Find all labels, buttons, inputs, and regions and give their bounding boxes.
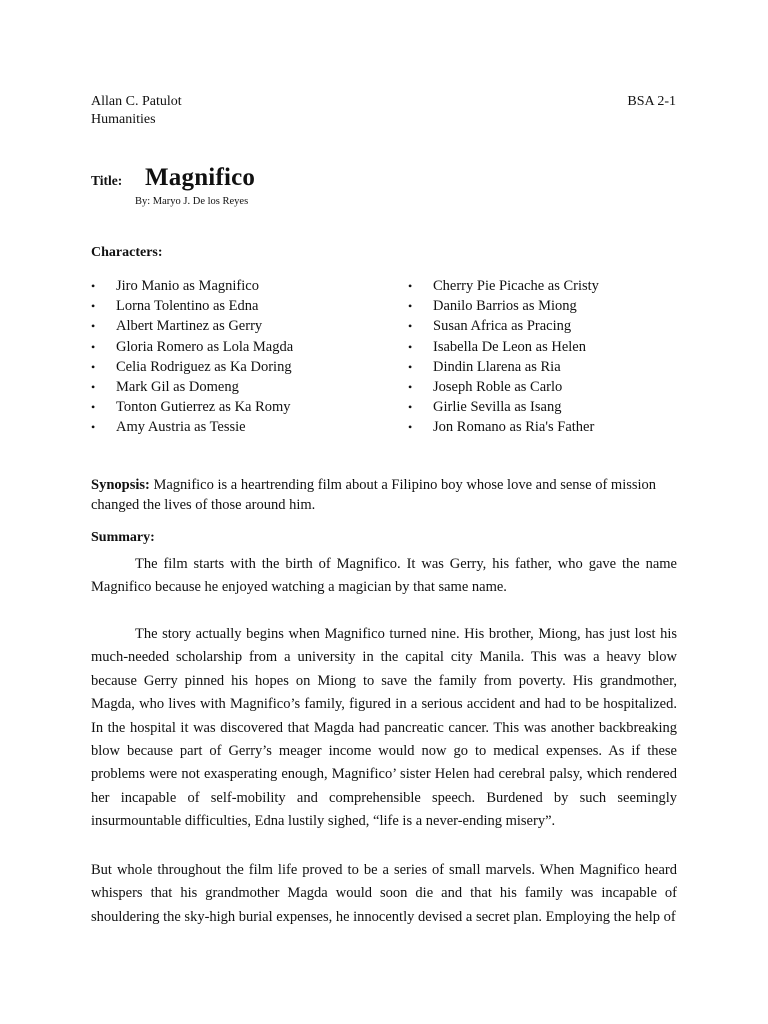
- bullet-icon: •: [91, 319, 96, 334]
- cast-list-item: [408, 276, 599, 296]
- cast-list-item: [408, 377, 599, 397]
- cast-member: Celia Rodriguez as Ka Doring: [116, 358, 292, 375]
- synopsis-text: Magnifico is a heartrending film about a Filipino boy whose love and sense of mission changed the lives of those around him.: [91, 477, 657, 513]
- cast-member: Joseph Roble as Carlo: [433, 378, 563, 395]
- cast-list-right: [408, 276, 599, 438]
- cast-list-left: [91, 276, 293, 438]
- bullet-icon: •: [91, 400, 96, 415]
- bullet-icon: •: [91, 379, 96, 394]
- summary-paragraph-2: The story actually begins when Magnifico turned nine. His brother, Miong, has just lost his much-needed scholarship from a university in the capital city Manila. This was a heavy blow because Gerry pinned his hopes on Miong to save the family from poverty. His grandmother, Magda, who lives with Magnifico’s family, figured in a serious accident and had to be hospitalized. In the hospital it was discovered that Magda had pancreatic cancer. This was another backbreaking blow because part of Gerry’s meager income would now go to medical expenses. As if these problems were not exasperating enough, Magnifico’ sister Helen had cerebral palsy, which rendered her incapable of self-mobility and comprehensible speech. Burdened by such seemingly insurmountable difficulties, Edna lustily sighed, “life is a never-ending misery”.: [91, 626, 677, 830]
- summary-paragraph-1: The film starts with the birth of Magnifico. It was Gerry, his father, who gave the name Magnifico because he enjoyed watching a magician by that same name.: [91, 556, 677, 596]
- cast-member: Susan Africa as Pracing: [433, 318, 572, 335]
- cast-list-item: [408, 397, 599, 417]
- bullet-icon: •: [91, 279, 96, 293]
- header-left: [91, 93, 182, 129]
- cast-list-item: [408, 316, 599, 336]
- cast-list-item: [91, 377, 293, 397]
- film-title: Magnifico: [145, 164, 256, 191]
- summary-heading: Summary:: [91, 530, 155, 545]
- cast-list-item: [91, 316, 293, 336]
- bullet-icon: •: [91, 299, 96, 314]
- cast-list-item: [408, 357, 599, 377]
- cast-list-item: [91, 357, 293, 377]
- characters-heading: Characters:: [91, 245, 163, 260]
- cast-member: Isabella De Leon as Helen: [433, 338, 586, 355]
- title-label: Title:: [91, 173, 123, 188]
- course-name: Humanities: [91, 112, 156, 127]
- bullet-icon: •: [91, 420, 96, 435]
- cast-member: Jon Romano as Ria's Father: [433, 419, 595, 436]
- cast-member: Dindin Llarena as Ria: [433, 358, 561, 375]
- summary-paragraph-3: But whole throughout the film life proved to be a series of small marvels. When Magnifico heard whispers that his grandmother Magda would soon die and that his family was incapable of shouldering the sky-high burial expenses, he innocently devised a secret plan. Employing the help of: [91, 862, 677, 925]
- title-row: [91, 164, 255, 198]
- bullet-icon: •: [408, 339, 413, 354]
- cast-list-item: [408, 417, 599, 437]
- cast-list-item: [91, 337, 293, 357]
- cast-member: Jiro Manio as Magnifico: [116, 278, 259, 294]
- bullet-icon: •: [408, 279, 413, 293]
- bullet-icon: •: [91, 339, 96, 354]
- cast-list-item: [408, 296, 599, 316]
- cast-list-item: [91, 417, 293, 437]
- synopsis-label: Synopsis:: [91, 477, 150, 493]
- bullet-icon: •: [408, 379, 413, 394]
- cast-member: Albert Martinez as Gerry: [116, 318, 263, 335]
- author-name: Allan C. Patulot: [91, 94, 182, 109]
- cast-list-item: [91, 296, 293, 316]
- cast-member: Lorna Tolentino as Edna: [116, 298, 259, 315]
- cast-list-item: [408, 337, 599, 357]
- cast-list-item: [91, 276, 293, 296]
- cast-member: Girlie Sevilla as Isang: [433, 399, 562, 416]
- cast-member: Tonton Gutierrez as Ka Romy: [116, 399, 291, 416]
- bullet-icon: •: [408, 420, 413, 435]
- bullet-icon: •: [91, 359, 96, 374]
- bullet-icon: •: [408, 400, 413, 415]
- bullet-icon: •: [408, 359, 413, 374]
- cast-member: Mark Gil as Domeng: [116, 378, 239, 395]
- synopsis: [91, 475, 677, 515]
- section-code: BSA 2-1: [627, 94, 676, 109]
- cast-member: Cherry Pie Picache as Cristy: [433, 278, 599, 294]
- cast-member: Gloria Romero as Lola Magda: [116, 338, 294, 355]
- cast-member: Danilo Barrios as Miong: [433, 298, 577, 315]
- bullet-icon: •: [408, 319, 413, 334]
- bullet-icon: •: [408, 299, 413, 314]
- cast-list-item: [91, 397, 293, 417]
- cast-member: Amy Austria as Tessie: [116, 419, 246, 436]
- byline: By: Maryo J. De los Reyes: [135, 196, 249, 207]
